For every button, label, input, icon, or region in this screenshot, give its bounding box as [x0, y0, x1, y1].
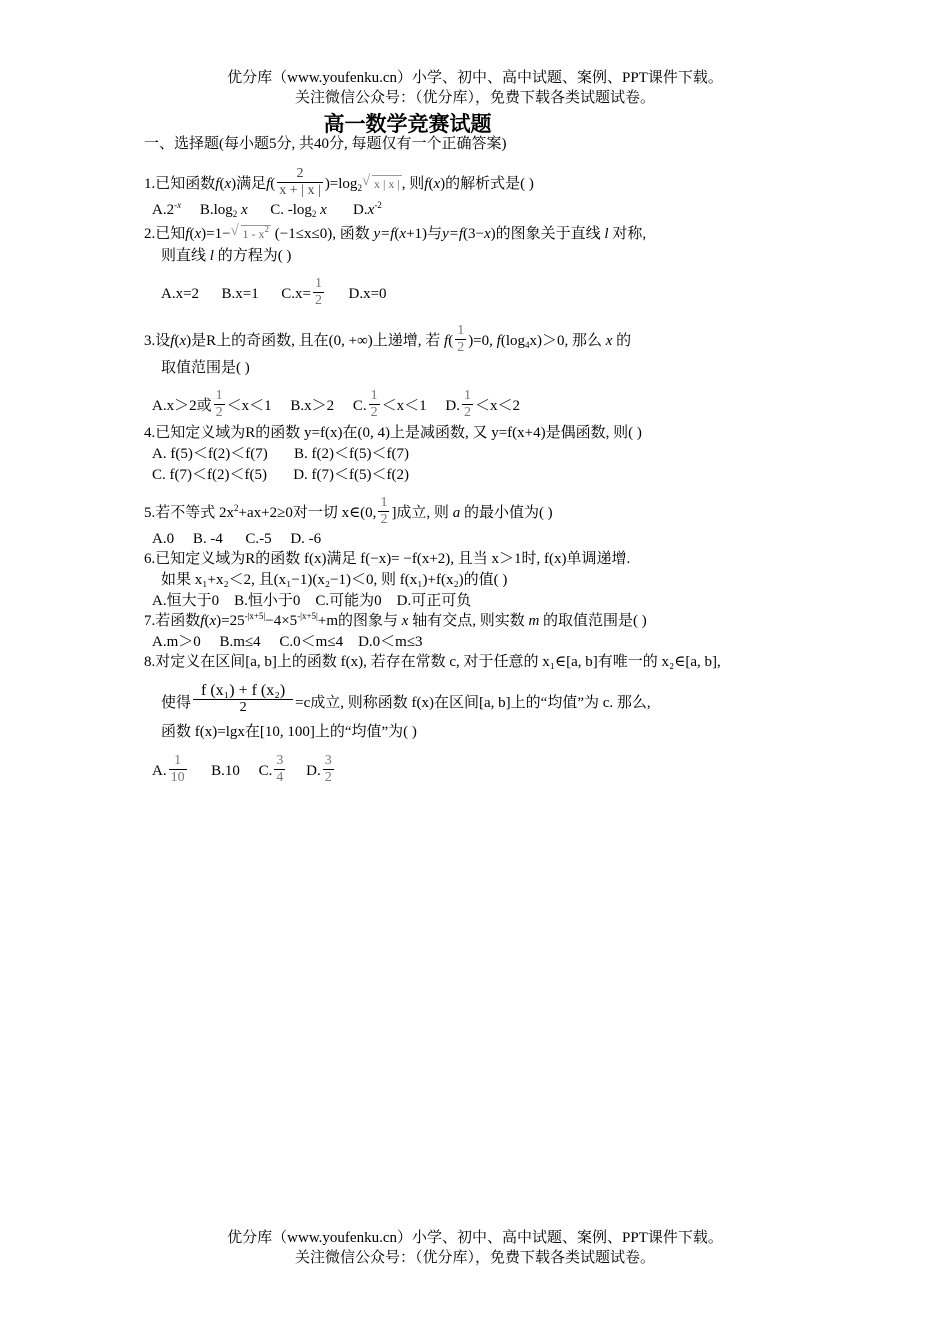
option-b[interactable]: B.10: [211, 762, 240, 779]
header-line-1: 优分库（www.youfenku.cn）小学、初中、高中试题、案例、PPT课件下载。: [227, 70, 723, 86]
option-a[interactable]: A. $\frac{1}{10}$: [152, 753, 185, 785]
question-5-options: [152, 529, 321, 549]
question-6-line-2: 如果 x₁+x₂＜2, 且(x₁−1)(x₂−1)＜0, 则 f(x₁)+f(x₂)的值( ): [161, 572, 508, 588]
option-c[interactable]: C.0＜m≤4: [279, 634, 344, 650]
option-a[interactable]: A.x=2: [161, 285, 200, 302]
option-b[interactable]: B.x=1: [221, 285, 259, 302]
question-3: 3.设f(x)是R上的奇函数, 且在(0, +∞)上递增, 若 f( $\frac{1}{2}$ )=0, $f(\log_4x)>0$, 那么 x 的: [144, 323, 632, 355]
option-d[interactable]: D.x=0: [348, 285, 387, 302]
option-a[interactable]: A.x＞2或 $\frac{1}{2}$ ＜x＜1: [152, 388, 272, 420]
option-a[interactable]: A.m＞0: [152, 634, 201, 650]
option-c[interactable]: C. $\frac{3}{4}$: [258, 753, 284, 785]
footer-line-1: 优分库（www.youfenku.cn）小学、初中、高中试题、案例、PPT课件下载。: [227, 1230, 723, 1246]
option-d[interactable]: D. $\frac{1}{2}$ ＜x＜2: [445, 388, 521, 420]
option-a[interactable]: A.恒大于0: [152, 593, 220, 609]
option-c[interactable]: C. $\frac{1}{2}$ ＜x＜1: [352, 388, 427, 420]
page-title: 高一数学竞赛试题: [323, 112, 492, 136]
option-b[interactable]: $B.\log_2$ x: [199, 202, 248, 219]
option-c[interactable]: C. f(7)＜f(2)＜f(5): [152, 467, 267, 483]
option-a[interactable]: A.0: [152, 531, 175, 547]
question-2-options: [161, 278, 387, 311]
section-heading: 一、选择题(每小题5分, 共40分, 每题仅有一个正确答案): [144, 136, 507, 152]
question-7: 7.若函数$f(x)=25^{-|x+5|}-4\times 5^{-|x+5|}+m$的图象与 x 轴有交点, 则实数 m 的取值范围是( ): [144, 611, 647, 629]
option-d[interactable]: D. -6: [290, 531, 322, 547]
question-4-options-row-2: [152, 465, 409, 485]
question-1: 1.已知函数f(x)满足f( $\frac{2}{x + | x |}$ )$=\log_2√$ x | x | , 则f(x)的解析式是( ): [144, 168, 534, 201]
question-8-line-2: 使得 $\frac{\text{f (x₁) + f (x₂)}}{2}$ =c成立, 则称函数 f(x)在区间[a, b]上的“均值”为 c. 那么,: [161, 682, 651, 715]
option-d[interactable]: D.可正可负: [396, 593, 472, 609]
option-c[interactable]: C.可能为0: [315, 593, 382, 609]
option-b[interactable]: B. f(2)＜f(5)＜f(7): [294, 446, 410, 462]
option-d[interactable]: D.0＜m≤3: [358, 634, 423, 650]
option-b[interactable]: B. -4: [192, 531, 223, 547]
question-7-options: [152, 632, 423, 652]
option-b[interactable]: B.x＞2: [290, 397, 335, 414]
option-a[interactable]: A. f(5)＜f(2)＜f(7): [152, 446, 268, 462]
question-1-options: [152, 200, 382, 220]
question-2-line-2: 则直线 l 的方程为( ): [161, 248, 292, 264]
option-c[interactable]: C.x= $\frac{1}{2}$: [281, 276, 322, 308]
question-8: 8.对定义在区间[a, b]上的函数 f(x), 若存在常数 c, 对于任意的 x₁∈[a, b]有唯一的 x₂∈[a, b],: [144, 654, 721, 670]
question-2: 2.已知f(x)=1−√ $1 - x^2$ (−1≤x≤0), 函数 y=f(x+1)与y=f(3−x)的图象关于直线 l 对称,: [144, 224, 646, 244]
option-d[interactable]: D. $\frac{3}{2}$: [306, 753, 332, 785]
question-8-options: [152, 755, 336, 788]
option-c[interactable]: C. $-\log_2$ x: [270, 202, 327, 219]
option-d[interactable]: D. f(7)＜f(5)＜f(2): [293, 467, 410, 483]
option-b[interactable]: B.恒小于0: [234, 593, 301, 609]
footer-line-2: 关注微信公众号：（优分库），免费下载各类试题试卷。: [294, 1250, 655, 1266]
question-3-line-2: 取值范围是( ): [161, 360, 250, 376]
question-8-line-3: 函数 f(x)=lgx在[10, 100]上的“均值”为( ): [161, 724, 417, 740]
header-line-2: 关注微信公众号：（优分库），免费下载各类试题试卷。: [294, 90, 655, 106]
question-6: 6.已知定义域为R的函数 f(x)满足 f(−x)= −f(x+2), 且当 x＞1时, f(x)单调递增.: [144, 551, 631, 567]
question-4-options-row-1: [152, 444, 409, 464]
option-a[interactable]: $A.2^{-x}$: [152, 200, 182, 218]
option-c[interactable]: C.-5: [245, 531, 272, 547]
question-3-options: [152, 390, 520, 423]
option-d[interactable]: $D.x^{-2}$: [353, 200, 382, 218]
question-5: 5.若不等式 $2x^2+ax+2\ge 0$对一切 x∈(0, $\frac{1}{2}$ ]成立, 则 a 的最小值为( ): [144, 495, 553, 527]
question-4: 4.已知定义域为R的函数 y=f(x)在(0, 4)上是减函数, 又 y=f(x+4)是偶函数, 则( ): [144, 425, 642, 441]
question-6-options: [152, 591, 471, 611]
option-b[interactable]: B.m≤4: [219, 634, 261, 650]
